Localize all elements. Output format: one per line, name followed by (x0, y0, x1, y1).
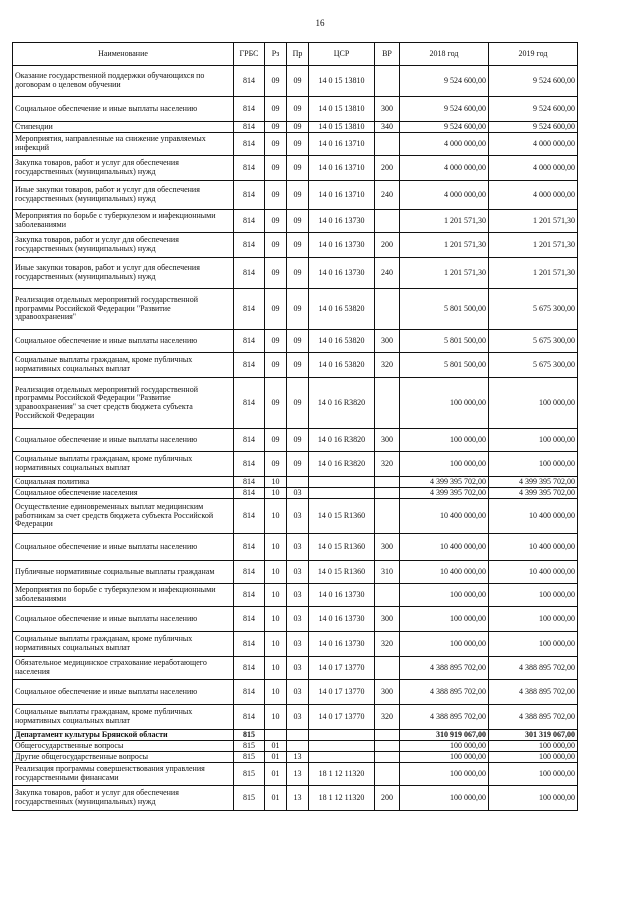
cell-grbs: 814 (234, 289, 265, 330)
cell-rz: 09 (265, 452, 287, 477)
cell-grbs: 814 (234, 258, 265, 289)
cell-rz: 10 (265, 657, 287, 680)
cell-vr: 240 (375, 258, 400, 289)
cell-pr (287, 741, 309, 752)
cell-rz: 10 (265, 488, 287, 499)
table-row (13, 210, 578, 233)
cell-2019: 9 524 600,00 (489, 66, 578, 97)
cell-csr (309, 741, 375, 752)
cell-pr: 03 (287, 488, 309, 499)
cell-name: Закупка товаров, работ и услуг для обеспечения государственных (муниципальных) нужд (13, 786, 234, 811)
cell-2018: 310 919 067,00 (400, 730, 489, 741)
cell-grbs: 814 (234, 705, 265, 730)
cell-vr: 310 (375, 561, 400, 584)
table-row (13, 429, 578, 452)
cell-2019: 100 000,00 (489, 429, 578, 452)
cell-vr (375, 477, 400, 488)
cell-csr: 14 0 15 R1360 (309, 561, 375, 584)
cell-vr (375, 210, 400, 233)
cell-vr (375, 289, 400, 330)
cell-name: Социальное обеспечение и иные выплаты населению (13, 330, 234, 353)
cell-vr (375, 66, 400, 97)
cell-rz: 01 (265, 741, 287, 752)
header-grbs: ГРБС (234, 43, 265, 66)
cell-name: Социальные выплаты гражданам, кроме публичных нормативных социальных выплат (13, 452, 234, 477)
cell-rz: 10 (265, 534, 287, 561)
cell-grbs: 814 (234, 353, 265, 378)
cell-2018: 4 388 895 702,00 (400, 680, 489, 705)
cell-pr: 03 (287, 534, 309, 561)
cell-2019: 100 000,00 (489, 632, 578, 657)
cell-2019: 4 000 000,00 (489, 181, 578, 210)
cell-name: Социальные выплаты гражданам, кроме публичных нормативных социальных выплат (13, 353, 234, 378)
header-pr: Пр (287, 43, 309, 66)
table-row (13, 289, 578, 330)
table-row (13, 607, 578, 632)
cell-2018: 4 000 000,00 (400, 133, 489, 156)
cell-2019: 5 675 300,00 (489, 289, 578, 330)
cell-name: Департамент культуры Брянской области (13, 730, 234, 741)
cell-name: Мероприятия по борьбе с туберкулезом и инфекционными заболеваниями (13, 210, 234, 233)
table-row (13, 584, 578, 607)
cell-name: Иные закупки товаров, работ и услуг для обеспечения государственных (муниципальных) нужд (13, 181, 234, 210)
cell-2018: 5 801 500,00 (400, 289, 489, 330)
table-row (13, 97, 578, 122)
cell-grbs: 815 (234, 752, 265, 763)
cell-rz: 09 (265, 258, 287, 289)
header-2018: 2018 год (400, 43, 489, 66)
cell-pr: 09 (287, 156, 309, 181)
cell-grbs: 815 (234, 786, 265, 811)
cell-name: Социальное обеспечение и иные выплаты населению (13, 429, 234, 452)
table-row (13, 477, 578, 488)
cell-name: Социальные выплаты гражданам, кроме публичных нормативных социальных выплат (13, 632, 234, 657)
cell-pr: 09 (287, 233, 309, 258)
header-csr: ЦСР (309, 43, 375, 66)
cell-2019: 4 399 395 702,00 (489, 488, 578, 499)
cell-name: Мероприятия, направленные на снижение управляемых инфекций (13, 133, 234, 156)
cell-pr: 13 (287, 752, 309, 763)
cell-pr: 13 (287, 786, 309, 811)
cell-grbs: 814 (234, 680, 265, 705)
cell-2019: 10 400 000,00 (489, 499, 578, 534)
cell-name: Социальное обеспечение и иные выплаты населению (13, 680, 234, 705)
cell-grbs: 814 (234, 632, 265, 657)
cell-rz: 09 (265, 66, 287, 97)
cell-rz: 09 (265, 353, 287, 378)
cell-pr: 09 (287, 66, 309, 97)
cell-pr: 03 (287, 705, 309, 730)
cell-pr: 03 (287, 561, 309, 584)
cell-vr: 320 (375, 452, 400, 477)
cell-2018: 10 400 000,00 (400, 499, 489, 534)
cell-2018: 4 000 000,00 (400, 156, 489, 181)
cell-name: Оказание государственной поддержки обучающихся по договорам о целевом обучении (13, 66, 234, 97)
cell-2018: 100 000,00 (400, 429, 489, 452)
cell-2019: 9 524 600,00 (489, 97, 578, 122)
cell-vr: 200 (375, 786, 400, 811)
table-row (13, 705, 578, 730)
cell-vr (375, 730, 400, 741)
budget-table (12, 42, 578, 811)
cell-vr: 340 (375, 122, 400, 133)
cell-rz: 09 (265, 330, 287, 353)
cell-2018: 4 399 395 702,00 (400, 477, 489, 488)
cell-rz: 09 (265, 378, 287, 429)
cell-pr: 09 (287, 181, 309, 210)
cell-csr: 14 0 15 13810 (309, 122, 375, 133)
cell-grbs: 814 (234, 210, 265, 233)
table-row (13, 680, 578, 705)
table-row (13, 122, 578, 133)
cell-name: Мероприятия по борьбе с туберкулезом и инфекционными заболеваниями (13, 584, 234, 607)
table-row (13, 66, 578, 97)
cell-pr: 03 (287, 584, 309, 607)
cell-csr: 14 0 17 13770 (309, 657, 375, 680)
cell-csr: 18 1 12 11320 (309, 763, 375, 786)
cell-grbs: 814 (234, 97, 265, 122)
cell-pr: 09 (287, 330, 309, 353)
cell-vr (375, 488, 400, 499)
cell-rz: 10 (265, 499, 287, 534)
cell-grbs: 814 (234, 122, 265, 133)
cell-csr: 14 0 16 R3820 (309, 378, 375, 429)
cell-2018: 1 201 571,30 (400, 258, 489, 289)
cell-pr: 09 (287, 289, 309, 330)
cell-csr: 14 0 15 R1360 (309, 534, 375, 561)
table-row (13, 330, 578, 353)
cell-2018: 10 400 000,00 (400, 561, 489, 584)
cell-grbs: 814 (234, 133, 265, 156)
table-row (13, 763, 578, 786)
header-rz: Рз (265, 43, 287, 66)
cell-2019: 5 675 300,00 (489, 353, 578, 378)
cell-name: Стипендии (13, 122, 234, 133)
cell-name: Закупка товаров, работ и услуг для обеспечения государственных (муниципальных) нужд (13, 233, 234, 258)
cell-csr (309, 488, 375, 499)
cell-grbs: 814 (234, 156, 265, 181)
cell-vr: 300 (375, 534, 400, 561)
cell-rz: 10 (265, 632, 287, 657)
cell-2019: 1 201 571,30 (489, 233, 578, 258)
table-row (13, 233, 578, 258)
cell-2018: 9 524 600,00 (400, 122, 489, 133)
cell-name: Социальное обеспечение и иные выплаты населению (13, 607, 234, 632)
cell-rz: 01 (265, 763, 287, 786)
cell-grbs: 815 (234, 730, 265, 741)
cell-rz: 09 (265, 429, 287, 452)
cell-csr (309, 752, 375, 763)
cell-pr: 09 (287, 429, 309, 452)
table-row (13, 741, 578, 752)
cell-rz: 01 (265, 786, 287, 811)
cell-vr: 300 (375, 330, 400, 353)
cell-2018: 9 524 600,00 (400, 97, 489, 122)
table-row (13, 133, 578, 156)
cell-rz: 09 (265, 181, 287, 210)
cell-2018: 100 000,00 (400, 741, 489, 752)
cell-rz: 10 (265, 561, 287, 584)
cell-rz: 10 (265, 477, 287, 488)
cell-2018: 100 000,00 (400, 752, 489, 763)
cell-grbs: 814 (234, 534, 265, 561)
cell-2019: 4 388 895 702,00 (489, 657, 578, 680)
cell-2018: 5 801 500,00 (400, 353, 489, 378)
cell-2019: 4 399 395 702,00 (489, 477, 578, 488)
cell-2018: 4 388 895 702,00 (400, 657, 489, 680)
cell-csr: 18 1 12 11320 (309, 786, 375, 811)
cell-2018: 100 000,00 (400, 607, 489, 632)
cell-vr (375, 657, 400, 680)
cell-vr (375, 584, 400, 607)
cell-csr: 14 0 15 R1360 (309, 499, 375, 534)
cell-vr: 300 (375, 97, 400, 122)
table-row (13, 786, 578, 811)
cell-pr: 09 (287, 378, 309, 429)
table-row (13, 452, 578, 477)
cell-pr: 03 (287, 499, 309, 534)
cell-vr (375, 763, 400, 786)
cell-grbs: 815 (234, 763, 265, 786)
cell-rz: 09 (265, 233, 287, 258)
cell-2018: 10 400 000,00 (400, 534, 489, 561)
cell-vr: 200 (375, 156, 400, 181)
header-2019: 2019 год (489, 43, 578, 66)
cell-2018: 1 201 571,30 (400, 210, 489, 233)
cell-csr (309, 730, 375, 741)
table-row (13, 730, 578, 741)
cell-name: Реализация программы совершенствования управления государственными финансами (13, 763, 234, 786)
cell-pr: 03 (287, 607, 309, 632)
cell-name: Обязательное медицинское страхование неработающего населения (13, 657, 234, 680)
cell-2019: 100 000,00 (489, 741, 578, 752)
header-name: Наименование (13, 43, 234, 66)
cell-csr: 14 0 16 13730 (309, 607, 375, 632)
cell-2018: 100 000,00 (400, 632, 489, 657)
cell-csr: 14 0 16 13730 (309, 258, 375, 289)
cell-csr: 14 0 16 13730 (309, 584, 375, 607)
cell-vr: 240 (375, 181, 400, 210)
cell-grbs: 815 (234, 741, 265, 752)
header-vr: ВР (375, 43, 400, 66)
cell-rz: 09 (265, 156, 287, 181)
table-row (13, 181, 578, 210)
cell-csr: 14 0 15 13810 (309, 66, 375, 97)
cell-pr: 09 (287, 133, 309, 156)
cell-pr: 03 (287, 680, 309, 705)
cell-2018: 4 388 895 702,00 (400, 705, 489, 730)
cell-csr: 14 0 16 13730 (309, 210, 375, 233)
cell-rz: 09 (265, 133, 287, 156)
cell-rz: 10 (265, 584, 287, 607)
cell-grbs: 814 (234, 488, 265, 499)
cell-csr: 14 0 16 R3820 (309, 452, 375, 477)
cell-grbs: 814 (234, 452, 265, 477)
table-row (13, 657, 578, 680)
cell-pr (287, 477, 309, 488)
cell-2019: 100 000,00 (489, 763, 578, 786)
table-row (13, 561, 578, 584)
cell-2019: 10 400 000,00 (489, 561, 578, 584)
cell-pr: 09 (287, 122, 309, 133)
cell-csr: 14 0 16 13730 (309, 632, 375, 657)
cell-name: Социальное обеспечение населения (13, 488, 234, 499)
cell-name: Социальное обеспечение и иные выплаты населению (13, 97, 234, 122)
cell-rz: 09 (265, 210, 287, 233)
table-row (13, 499, 578, 534)
cell-pr: 03 (287, 632, 309, 657)
cell-rz: 01 (265, 752, 287, 763)
cell-rz: 09 (265, 289, 287, 330)
cell-2018: 100 000,00 (400, 786, 489, 811)
cell-csr: 14 0 16 13710 (309, 133, 375, 156)
cell-2018: 1 201 571,30 (400, 233, 489, 258)
cell-grbs: 814 (234, 66, 265, 97)
cell-csr: 14 0 16 53820 (309, 330, 375, 353)
cell-vr: 320 (375, 353, 400, 378)
cell-grbs: 814 (234, 499, 265, 534)
cell-grbs: 814 (234, 477, 265, 488)
cell-2018: 4 000 000,00 (400, 181, 489, 210)
cell-2019: 100 000,00 (489, 786, 578, 811)
cell-2019: 100 000,00 (489, 752, 578, 763)
cell-rz (265, 730, 287, 741)
cell-csr: 14 0 16 53820 (309, 289, 375, 330)
cell-name: Социальная политика (13, 477, 234, 488)
cell-name: Реализация отдельных мероприятий государственной программы Российской Федерации "Развитие здравоохранения" за счет средств бюджета субъекта Российской Федерации (13, 378, 234, 429)
cell-2018: 100 000,00 (400, 584, 489, 607)
cell-rz: 10 (265, 680, 287, 705)
cell-csr: 14 0 17 13770 (309, 705, 375, 730)
cell-grbs: 814 (234, 429, 265, 452)
cell-rz: 09 (265, 97, 287, 122)
cell-2018: 5 801 500,00 (400, 330, 489, 353)
cell-grbs: 814 (234, 607, 265, 632)
cell-csr: 14 0 16 13710 (309, 181, 375, 210)
cell-name: Осуществление единовременных выплат медицинским работникам за счет средств бюджета субъекта Российской Федерации (13, 499, 234, 534)
cell-2019: 100 000,00 (489, 584, 578, 607)
cell-vr: 300 (375, 429, 400, 452)
cell-csr (309, 477, 375, 488)
table-row (13, 534, 578, 561)
table-row (13, 632, 578, 657)
cell-vr (375, 133, 400, 156)
cell-grbs: 814 (234, 657, 265, 680)
cell-name: Социальные выплаты гражданам, кроме публичных нормативных социальных выплат (13, 705, 234, 730)
cell-name: Публичные нормативные социальные выплаты гражданам (13, 561, 234, 584)
table-row (13, 156, 578, 181)
cell-grbs: 814 (234, 378, 265, 429)
cell-vr: 300 (375, 680, 400, 705)
cell-pr: 09 (287, 97, 309, 122)
cell-csr: 14 0 16 13730 (309, 233, 375, 258)
cell-vr (375, 741, 400, 752)
cell-vr: 320 (375, 705, 400, 730)
cell-vr: 320 (375, 632, 400, 657)
table-header-row (13, 43, 578, 66)
cell-2019: 9 524 600,00 (489, 122, 578, 133)
cell-rz: 09 (265, 122, 287, 133)
cell-grbs: 814 (234, 330, 265, 353)
cell-name: Общегосударственные вопросы (13, 741, 234, 752)
cell-2018: 9 524 600,00 (400, 66, 489, 97)
cell-2019: 10 400 000,00 (489, 534, 578, 561)
cell-rz: 10 (265, 705, 287, 730)
cell-pr: 09 (287, 258, 309, 289)
table-row (13, 353, 578, 378)
cell-2019: 4 388 895 702,00 (489, 705, 578, 730)
table-row (13, 488, 578, 499)
cell-pr: 09 (287, 452, 309, 477)
cell-csr: 14 0 16 13710 (309, 156, 375, 181)
cell-2019: 1 201 571,30 (489, 258, 578, 289)
cell-2019: 100 000,00 (489, 607, 578, 632)
cell-2019: 5 675 300,00 (489, 330, 578, 353)
cell-vr (375, 378, 400, 429)
cell-name: Иные закупки товаров, работ и услуг для обеспечения государственных (муниципальных) нужд (13, 258, 234, 289)
cell-name: Другие общегосударственные вопросы (13, 752, 234, 763)
table-row (13, 378, 578, 429)
cell-2018: 4 399 395 702,00 (400, 488, 489, 499)
table-row (13, 752, 578, 763)
cell-2018: 100 000,00 (400, 763, 489, 786)
cell-name: Реализация отдельных мероприятий государственной программы Российской Федерации "Развитие здравоохранения" (13, 289, 234, 330)
cell-pr: 03 (287, 657, 309, 680)
cell-pr: 09 (287, 210, 309, 233)
cell-vr: 300 (375, 607, 400, 632)
cell-csr: 14 0 17 13770 (309, 680, 375, 705)
cell-2019: 100 000,00 (489, 452, 578, 477)
cell-2018: 100 000,00 (400, 452, 489, 477)
cell-pr (287, 730, 309, 741)
cell-2019: 4 000 000,00 (489, 133, 578, 156)
cell-vr (375, 752, 400, 763)
cell-rz: 10 (265, 607, 287, 632)
cell-2018: 100 000,00 (400, 378, 489, 429)
cell-grbs: 814 (234, 584, 265, 607)
table-row (13, 258, 578, 289)
cell-2019: 100 000,00 (489, 378, 578, 429)
cell-csr: 14 0 15 13810 (309, 97, 375, 122)
cell-grbs: 814 (234, 561, 265, 584)
cell-pr: 13 (287, 763, 309, 786)
page-number: 16 (315, 18, 325, 28)
cell-pr: 09 (287, 353, 309, 378)
cell-2019: 4 388 895 702,00 (489, 680, 578, 705)
cell-csr: 14 0 16 53820 (309, 353, 375, 378)
cell-vr: 200 (375, 233, 400, 258)
cell-grbs: 814 (234, 233, 265, 258)
cell-name: Закупка товаров, работ и услуг для обеспечения государственных (муниципальных) нужд (13, 156, 234, 181)
cell-2019: 1 201 571,30 (489, 210, 578, 233)
cell-2019: 4 000 000,00 (489, 156, 578, 181)
cell-2019: 301 319 067,00 (489, 730, 578, 741)
cell-vr (375, 499, 400, 534)
cell-grbs: 814 (234, 181, 265, 210)
cell-name: Социальное обеспечение и иные выплаты населению (13, 534, 234, 561)
cell-csr: 14 0 16 R3820 (309, 429, 375, 452)
